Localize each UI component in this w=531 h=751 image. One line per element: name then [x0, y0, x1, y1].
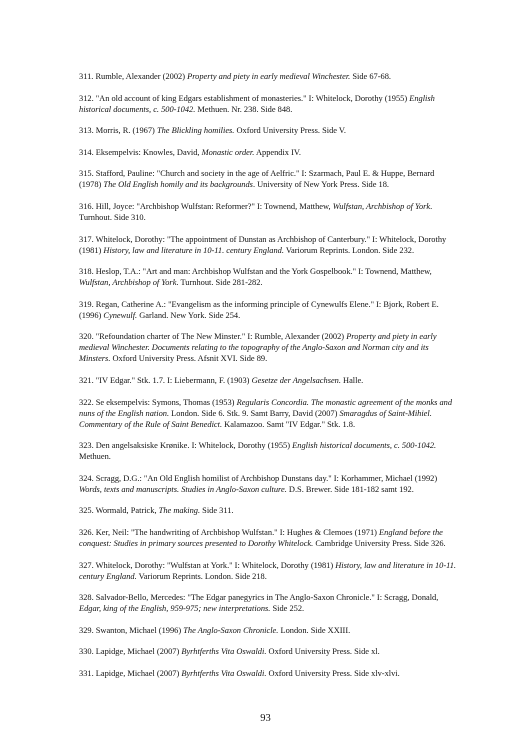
page-number: 93	[260, 713, 271, 724]
endnote-text: 326. Ker, Neil: "The handwriting of Archbishop Wulfstan." I: Hughes & Clemoes (1971)	[79, 527, 380, 537]
endnote-text: 311. Rumble, Alexander (2002)	[79, 72, 188, 81]
endnote	[79, 668, 457, 679]
endnote	[79, 473, 457, 495]
endnote-title: Cynewulf.	[103, 310, 138, 320]
endnote-text: Kalamazoo. Samt "IV Edgar." Stk. 1.8.	[222, 419, 356, 429]
endnote	[79, 646, 457, 657]
endnote-text: D.S. Brewer. Side 181-182 samt 192.	[286, 484, 414, 494]
endnote	[79, 592, 457, 614]
endnote-title: English historical documents, c. 500-1042.	[292, 441, 437, 451]
endnote	[79, 527, 457, 549]
endnote-text: 330. Lapidge, Michael (2007)	[79, 647, 182, 657]
endnote-title: England before the conquest: Studies in primary sources presented to Dorothy Whitelock.	[79, 527, 443, 548]
endnote-title: Words, texts and manuscripts. Studies in Anglo-Saxon culture.	[79, 484, 287, 494]
endnote	[79, 71, 457, 82]
endnote-text: Variorum Reprints. London. Side 232.	[283, 245, 415, 255]
endnote-text: 319. Regan, Catherine A.: "Evangelism as the informing principle of Cynewulfs Elene." I: Bjork, Robert E. (1996)	[79, 299, 439, 320]
endnote-text: Variorum Reprints. London. Side 218.	[136, 571, 267, 581]
endnote	[79, 397, 457, 430]
endnote-text: 324. Scragg, D.G.: "An Old English homilist of Archbishop Dunstans day." I: Korhammer, Michael (1992)	[79, 473, 438, 483]
endnote-text: 328. Salvador-Bello, Mercedes: "The Edgar panegyrics in The Anglo-Saxon Chronicle." I: Scragg, Donald,	[79, 593, 439, 603]
endnote-title: Edgar, king of the English, 959-975; new interpretations.	[79, 604, 271, 614]
endnote-title: History, law and literature in 10-11. century England.	[79, 560, 456, 581]
endnote	[79, 234, 457, 256]
endnote-title: The Blickling homilies.	[156, 126, 235, 136]
endnote	[79, 168, 457, 190]
endnote	[79, 505, 457, 516]
endnote-title: The making.	[158, 506, 201, 516]
endnote-text: 312. "An old account of king Edgars establishment of monasteries." I: Whitelock, Dorothy (1955)	[79, 93, 410, 103]
endnote-text: 316. Hill, Joyce: "Archbishop Wulfstan: Reformer?" I: Townend, Matthew,	[79, 201, 333, 211]
endnote-text: 327. Whitelock, Dorothy: "Wulfstan at York." I: Whitelock, Dorothy (1981)	[79, 560, 336, 570]
endnote-text: Cambridge University Press. Side 326.	[313, 538, 446, 548]
endnote-title: English historical documents, c. 500-1042.	[79, 93, 435, 114]
endnote-text: 323. Den angelsaksiske Krønike. I: Whitelock, Dorothy (1955)	[79, 441, 293, 451]
endnote-text: . University of New York Press. Side 18.	[252, 180, 390, 190]
endnote-title: Gesetze der Angelsachsen.	[251, 375, 341, 385]
endnote	[79, 440, 457, 462]
endnote-text: 331. Lapidge, Michael (2007)	[79, 668, 182, 678]
endnote-text: 318. Heslop, T.A.: "Art and man: Archbishop Wulfstan and the York Gospelbook." I: Townend, Matthew,	[79, 267, 432, 277]
endnote	[79, 331, 457, 364]
endnote-text: London. Side 6. Stk. 9. Samt Barry, David (2007)	[169, 408, 340, 418]
endnote	[79, 299, 457, 321]
endnote-title: Regularis Concordia. The monastic agreement of the monks and nuns of the English nation.	[79, 397, 453, 418]
endnote-text: Methuen.	[79, 452, 111, 462]
endnote-title: History, law and literature in 10-11. century England.	[103, 245, 284, 255]
endnote	[79, 266, 457, 288]
endnote-title: Property and piety in early medieval Winchester. Documents relating to the topography of the Anglo-Saxon and Norman city and its Minsters.	[79, 332, 437, 364]
endnote-text: London. Side XXIII.	[278, 625, 351, 635]
endnote-title: Monastic order.	[201, 147, 255, 157]
endnote-text: . Turnhout. Side 281-282.	[176, 278, 263, 288]
endnote-title: Wulfstan, Archbishop of York	[79, 278, 177, 288]
endnote	[79, 625, 457, 636]
endnote-text: 315. Stafford, Pauline: "Church and society in the age of Aelfric." I: Szarmach, Paul E. & Huppe, Bernard (1978)	[79, 169, 435, 190]
endnote	[79, 147, 457, 158]
endnote-text: Oxford University Press. Afsnit XVI. Side 89.	[110, 354, 268, 364]
endnote-text: 313. Morris, R. (1967)	[79, 126, 157, 136]
endnote-text: 325. Wormald, Patrick,	[79, 506, 159, 516]
endnote-title: Byrhtferths Vita Oswaldi.	[181, 668, 267, 678]
endnote-title: Property and piety in early medieval Winchester.	[187, 72, 351, 81]
endnote-title: The Anglo-Saxon Chronicle.	[183, 625, 279, 635]
endnote-title: Smaragdus of Saint-Mihiel. Commentary of the Rule of Saint Benedict.	[79, 408, 432, 429]
endnote	[79, 375, 457, 386]
endnote-title: Wulfstan, Archbishop of York	[332, 201, 431, 211]
endnote-text: Appendix IV.	[254, 147, 301, 157]
endnote-text: Side 252.	[270, 604, 305, 614]
endnote	[79, 125, 457, 136]
endnote-text: Side 311.	[200, 506, 234, 516]
endnote-text: Oxford University Press. Side xlv-xlvi.	[266, 668, 400, 678]
endnote-text: . Turnhout. Side 310.	[79, 201, 433, 222]
endnote-title: Byrhtferths Vita Oswaldi.	[181, 647, 267, 657]
endnote-text: 317. Whitelock, Dorothy: "The appointment of Dunstan as Archbishop of Canterbury." I: Whitelock, Dorothy (1981)	[79, 234, 447, 255]
endnote-text: Oxford University Press. Side V.	[234, 126, 346, 136]
endnote	[79, 93, 457, 115]
endnote-title: The Old English homily and its backgrounds	[103, 180, 253, 190]
endnotes-list	[79, 71, 457, 689]
endnote-text: Methuen. Nr. 238. Side 848.	[195, 104, 293, 114]
endnote-text: Oxford University Press. Side xl.	[266, 647, 380, 657]
endnote-text: 314. Eksempelvis: Knowles, David,	[79, 147, 202, 157]
endnote	[79, 201, 457, 223]
endnote-text: Halle.	[340, 375, 364, 385]
endnote-text: 329. Swanton, Michael (1996)	[79, 625, 184, 635]
endnote-text: 321. "IV Edgar." Stk. 1.7. I: Liebermann, F. (1903)	[79, 375, 252, 385]
endnote-text: 320. "Refoundation charter of The New Minster." I: Rumble, Alexander (2002)	[79, 332, 347, 342]
endnote-text: Garland. New York. Side 254.	[137, 310, 241, 320]
endnote-text: Side 67-68.	[350, 72, 391, 81]
endnote	[79, 560, 457, 582]
endnote-text: 322. Se eksempelvis: Symons, Thomas (1953)	[79, 397, 237, 407]
